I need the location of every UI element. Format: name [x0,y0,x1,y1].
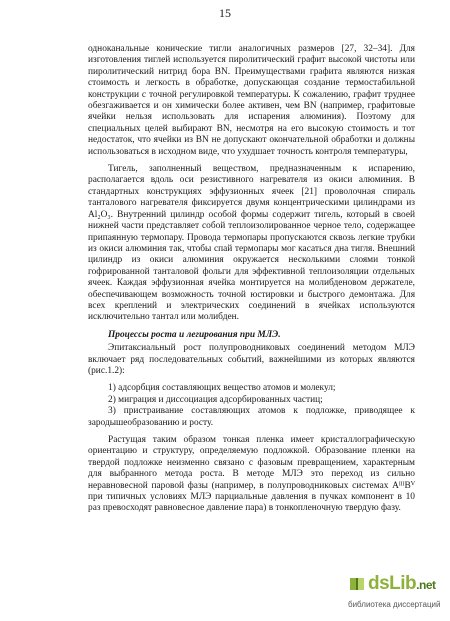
list-item: 1) адсорбция составляющих вещество атомов и молекул; [108,383,336,394]
watermark[interactable] [330,573,440,615]
paragraph-growth-events: Эпитаксиальный рост полупроводниковых соединений методом МЛЭ включает ряд последовательных событий, важнейшими из которых являются (рис.1.2): [88,343,415,376]
page-number: 15 [219,6,231,20]
paragraph-film-growth: Растущая таким образом тонкая пленка имеет кристаллографическую ориентацию и структуру, определяемую подложкой. Образование пленки на твердой подложке неизменно связано с фазовым превращением, характерным для выбранного метода роста. В методе МЛЭ это переход из сильно неравновесной паровой фазы (например, в полупроводниковых системах AᴵᴵᴵBⱽ при типичных условиях МЛЭ парциальные давления в пучках компонент в 10 раз превосходят равновесное давление пара) в тонкопленочную твердую фазу. [88,435,415,514]
watermark-logo: dsLib.net [368,573,436,594]
paragraph-crucibles: одноканальные конические тигли аналогичных размеров [27, 32–34]. Для изготовления тиглей используется пиролитический графит высокой чистоты или пиролитический нитрид бора BN. Преимуществами графита являются низкая стоимость и легкость в обработке, допускающая создание термостабильной конструкции с точной регулировкой температуры. К сожалению, графит труднее обезгаживается и он химически более активен, чем BN (например, графитовые ячейки нельзя использовать для испарения алюминия). Поэтому для специальных целей выбирают BN, несмотря на его высокую стоимость и тот недостаток, что ячейки из BN не допускают окончательной обработки и должны использоваться в исходном виде, что ухудшает точность контроля температуры, [88,44,415,157]
growth-steps-list [88,383,415,429]
paragraph-crucible-heater: Тигель, заполненный веществом, предназначенным к испарению, располагается вдоль оси резистивного нагревателя из окиси алюминия. В стандартных конструкциях эффузионных ячеек [21] проволочная спираль танталового нагревателя фиксируется двумя концентрическими цилиндрами из Al₂O₃. Внутренний цилиндр особой формы содержит тигель, который в своей нижней части представляет собой теплоизолированное черное тело, содержащее припаянную термопару. Провода термопары пропускаются сквозь легкие трубки из окиси алюминия так, чтобы спай термопары мог касаться дна тигля. Внешний цилиндр из окиси алюминия окружается несколькими слоями тонкой гофрированной танталовой фольги для эффективной теплоизоляции отдельных ячеек. Каждая эффузионная ячейка монтируется на молибденовом держателе, обеспечивающем возможность точной юстировки и быстрого демонтажа. Для всех креплений и электрических соединений в ячейках используются исключительно тантал или молибден. [88,164,415,323]
list-item: 3) пристраивание составляющих атомов к подложке, приводящее к зародышеобразованию и росту. [88,406,415,428]
document-body [88,44,415,521]
section-heading: Процессы роста и легирования при МЛЭ. [108,329,281,340]
book-icon [348,575,366,593]
watermark-caption: библиотека диссертаций [348,600,441,609]
list-item: 2) миграция и диссоциация адсорбированных частиц; [108,394,323,405]
